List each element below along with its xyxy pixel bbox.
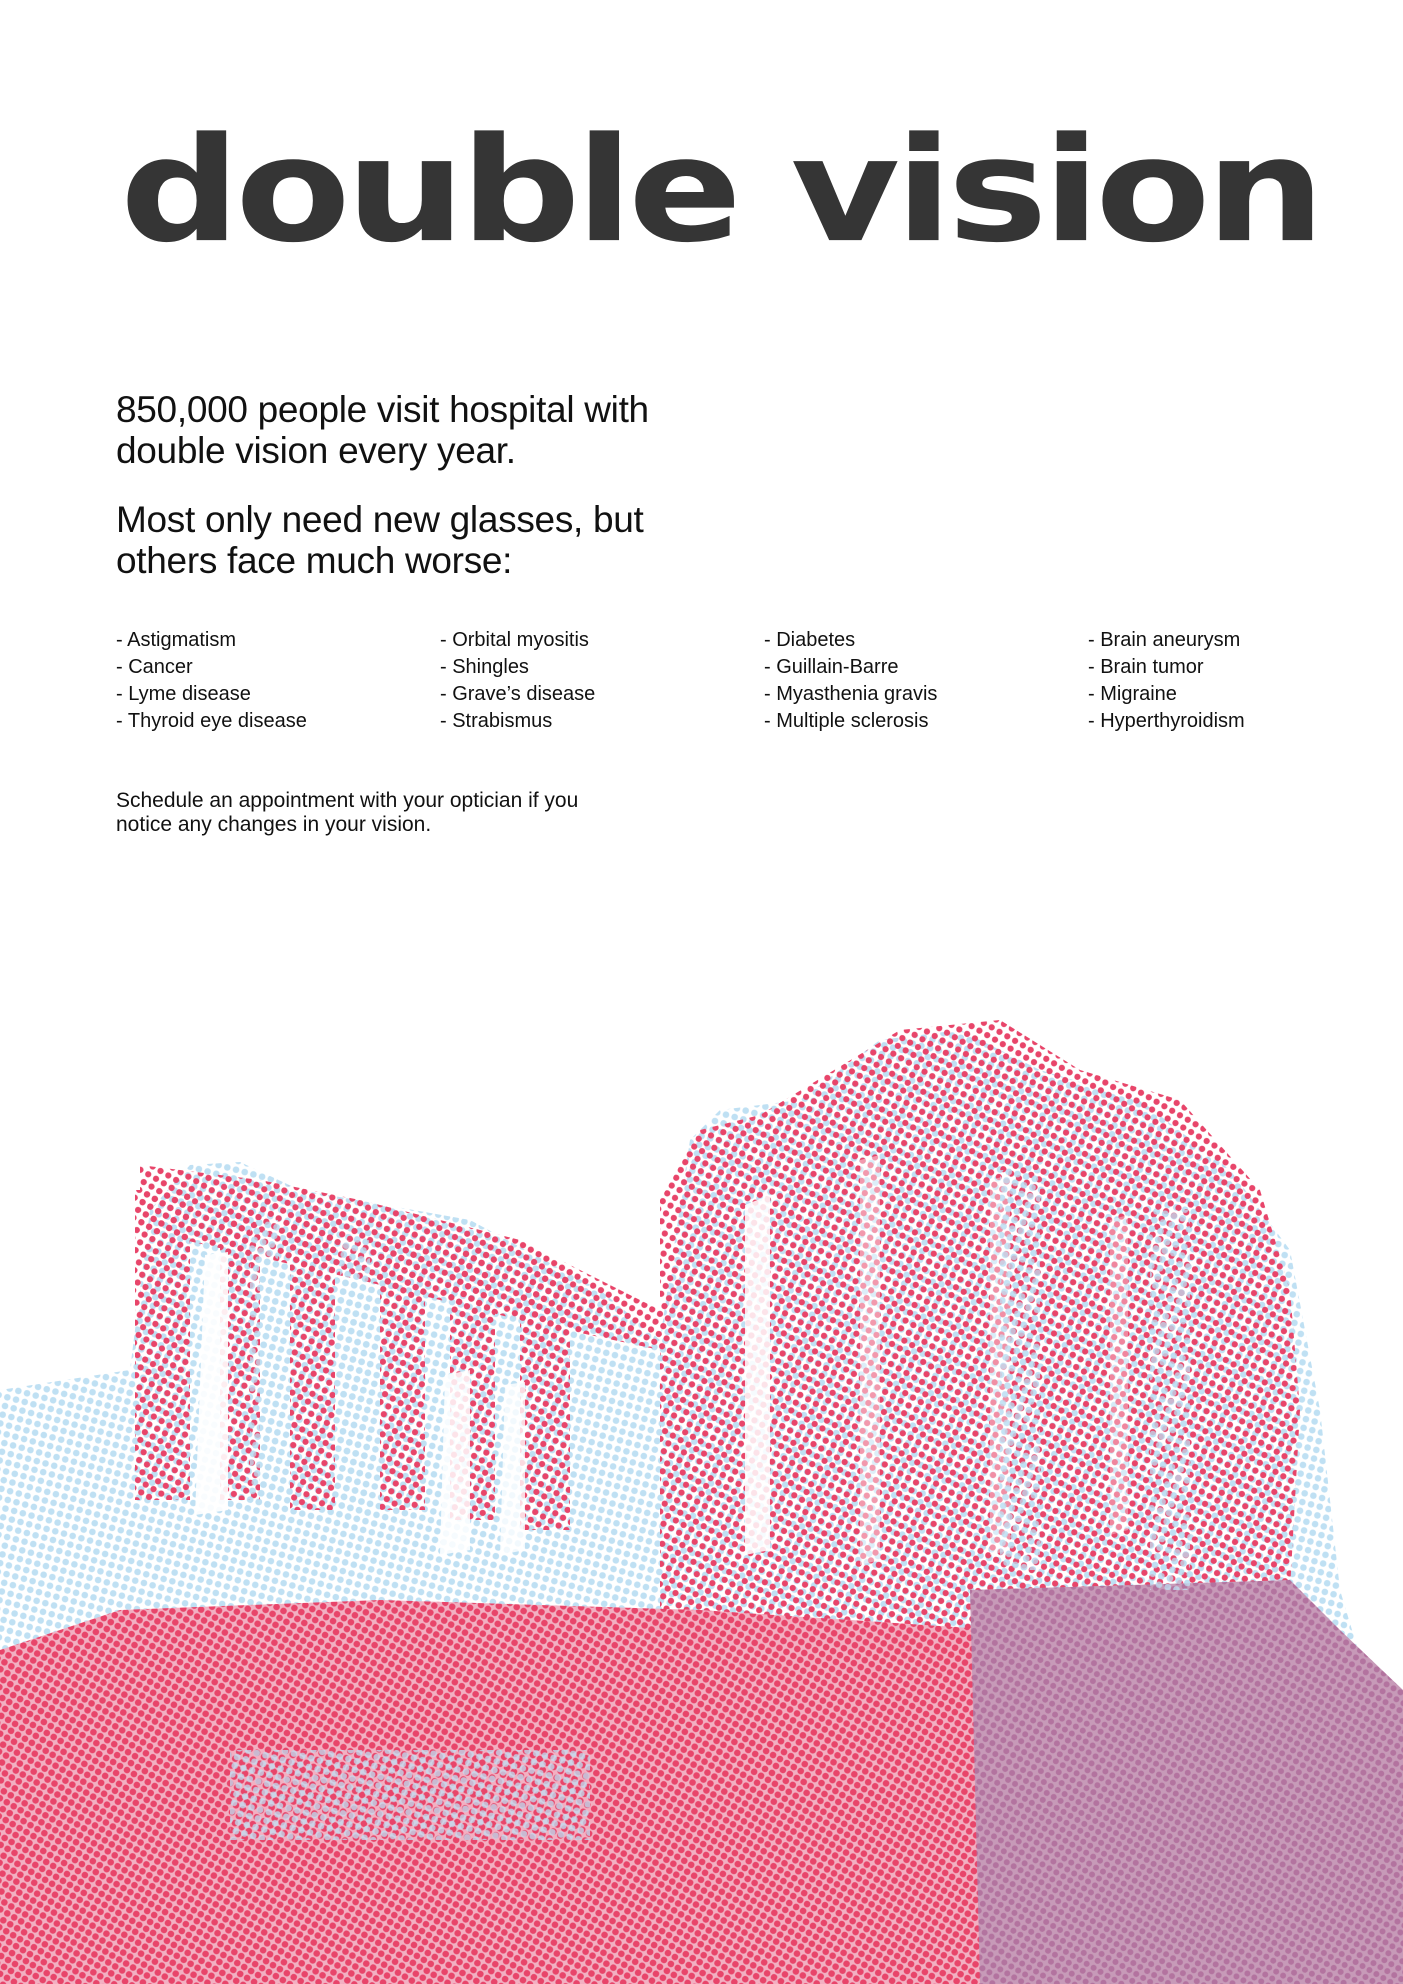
conditions-column-2 [440, 627, 764, 735]
halftone-temple-illustration [0, 990, 1403, 1984]
poster-title: double vision [120, 105, 1321, 275]
condition-item: - Brain tumor [1088, 656, 1204, 678]
condition-item: - Myasthenia gravis [764, 683, 938, 705]
appointment-call-to-action: Schedule an appointment with your optician if you notice any changes in your vision. [116, 789, 579, 836]
condition-item: - Multiple sclerosis [764, 710, 929, 732]
condition-item: - Grave’s disease [440, 683, 596, 705]
condition-item: - Orbital myositis [440, 629, 589, 651]
condition-item: - Strabismus [440, 710, 553, 732]
condition-item: - Guillain-Barre [764, 656, 899, 678]
condition-item: - Brain aneurysm [1088, 629, 1241, 651]
conditions-column-1 [116, 627, 440, 735]
conditions-list [116, 627, 1286, 735]
conditions-column-3 [764, 627, 1088, 735]
condition-item: - Thyroid eye disease [116, 710, 307, 732]
condition-item: - Cancer [116, 656, 193, 678]
condition-item: - Diabetes [764, 629, 856, 651]
secondary-headline: Most only need new glasses, but others face much worse: [116, 499, 644, 581]
conditions-column-4 [1088, 627, 1288, 735]
condition-item: - Migraine [1088, 683, 1177, 705]
condition-item: - Shingles [440, 656, 529, 678]
condition-item: - Hyperthyroidism [1088, 710, 1245, 732]
statistic-headline: 850,000 people visit hospital with double vision every year. [116, 389, 649, 471]
condition-item: - Astigmatism [116, 629, 237, 651]
condition-item: - Lyme disease [116, 683, 251, 705]
